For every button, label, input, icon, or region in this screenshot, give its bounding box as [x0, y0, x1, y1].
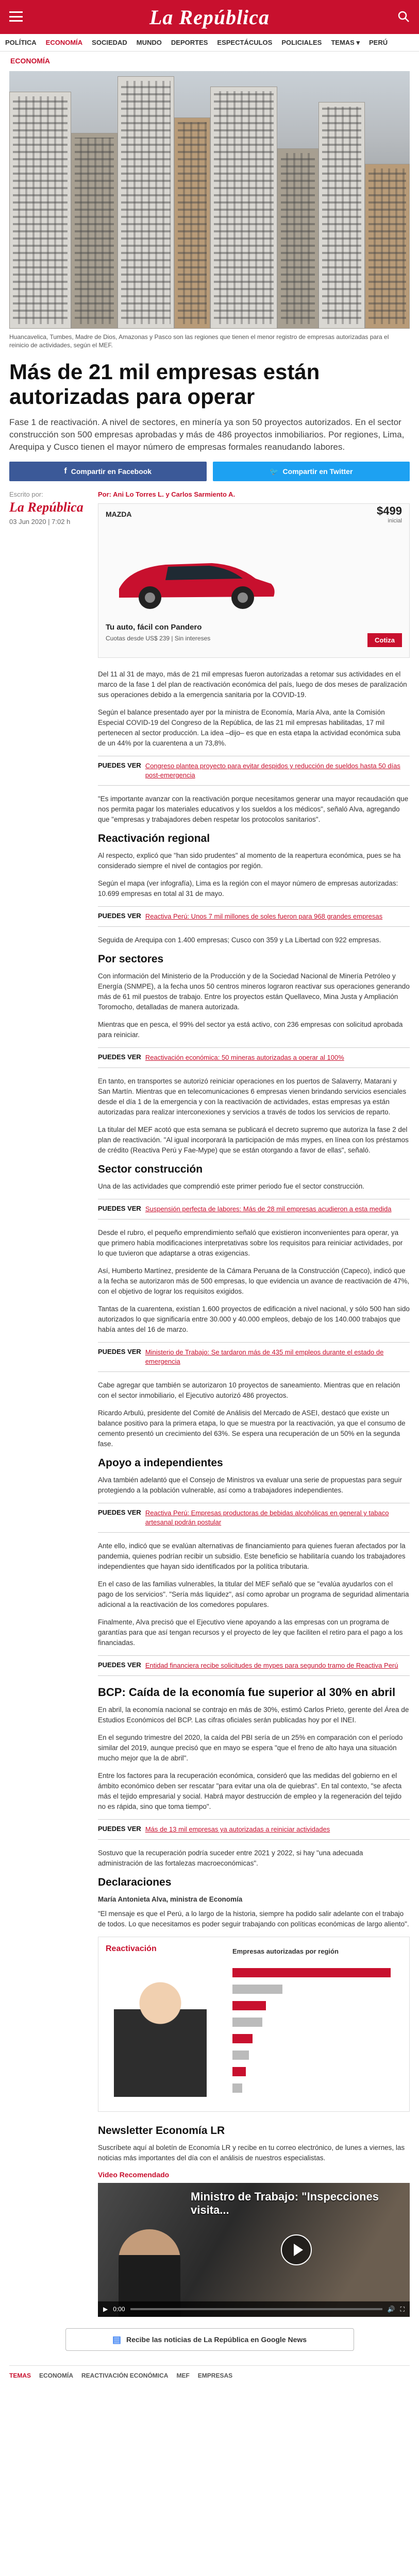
infographic[interactable]: [98, 1937, 410, 2112]
nav-item-sociedad[interactable]: SOCIEDAD: [92, 39, 127, 46]
nav-item-economia[interactable]: ECONOMÍA: [45, 39, 83, 46]
nav-item-espectaculos[interactable]: ESPECTÁCULOS: [217, 39, 273, 46]
related-link[interactable]: PUEDES VER Reactiva Perú: Empresas productoras de bebidas alcohólicas en general y tabaco artesanal podrán postular: [98, 1503, 410, 1533]
paragraph: En tanto, en transportes se autorizó reiniciar operaciones en los puertos de Salaverry, Matarani y San Martín. Mientras que en telecomunicaciones 6 empresas vienen brindando servicios esenciales desde el día 1 de la emergencia y con la reactivación de actividades, estas empresas ya están autorizadas para realizar interconexiones y servicios a través de todos los servicios de reparto.: [98, 1077, 407, 1116]
related-link[interactable]: PUEDES VER Ministerio de Trabajo: Se tardaron más de 435 mil empleos durante el estado de emergencia: [98, 1342, 410, 1372]
paragraph: Tantas de la cuarentena, existían 1.600 proyectos de edificación a nivel nacional, y sólo 500 han sido autorizados lo que significaría entre 30.000 y 40.000 empleos, debajo de los 140.000 trabajos que había antes del 16 de marzo.: [98, 1305, 410, 1333]
tags-heading: TEMAS: [9, 2372, 31, 2379]
hero-image: [9, 71, 410, 329]
related-link[interactable]: PUEDES VER Entidad financiera recibe solicitudes de mypes para segundo tramo de Reactiva Perú: [98, 1655, 410, 1676]
subheading: Por sectores: [98, 953, 164, 965]
article-meta: [9, 490, 410, 2317]
ad-brand: MAZDA: [106, 510, 132, 518]
fullscreen-icon[interactable]: ⛶: [400, 2305, 405, 2313]
subheading: BCP: Caída de la economía fue superior al 30% en abril: [98, 1686, 396, 1699]
paragraph: Con información del Ministerio de la Producción y de la Sociedad Nacional de Minería Petróleo y Energía (SNMPE), a la fecha unos 50 centros mineros lograron reactivar sus operaciones generando más de 61 mil puestos de trabajo. Entre los proyectos están Quellaveco, Mina Justa y Ampliación Toromocho, detalladas de manera autorizada.: [98, 972, 410, 1011]
paragraph: Una de las actividades que comprendió este primer periodo fue el sector construcción.: [98, 1182, 365, 1190]
byline-source[interactable]: La República: [9, 500, 83, 515]
paragraph: "Es importante avanzar con la reactivación porque necesitamos generar una mayor recaudación que nos permita pagar los materiales educativos y los sueldos a los médicos", señaló Alva, agregando que "empresas y trabajadores deben respetar los protocolos sanitarios".: [98, 795, 409, 823]
volume-icon[interactable]: 🔊: [387, 2306, 395, 2313]
infographic-title: Reactivación: [106, 1944, 157, 1953]
related-link[interactable]: PUEDES VER Suspensión perfecta de labores: Más de 28 mil empresas acudieron a esta medida: [98, 1199, 410, 1219]
nav-item-peru[interactable]: PERÚ: [368, 39, 388, 46]
twitter-icon: 🐦: [270, 467, 279, 476]
quote-author: María Antonieta Alva, ministra de Economía: [98, 1895, 243, 1903]
paragraph: La titular del MEF acotó que esta semana se publicará el decreto supremo que autoriza la fase 2 del plan de reactivación. "Al igual incorporará la participación de más mypes, en línea con los préstamos de crédito (Reactiva Perú y Fae-Mype) que se están otorgando a favor de ellas", señaló.: [98, 1126, 409, 1154]
google-news-icon: ▤: [112, 2334, 121, 2345]
ad-tagline: Tu auto, fácil con Pandero: [106, 623, 202, 632]
search-icon[interactable]: [397, 10, 410, 23]
paragraph: Ante ello, indicó que se evalúan alternativas de financiamiento para quienes fueran afectados por la pandemia, quienes podrían recibir un subsidio. Este beneficio se habilitaría cuando los trabajadores independientes que hayan sido identificados por la política tributaria.: [98, 1542, 406, 1570]
share-twitter-button[interactable]: 🐦 Compartir en Twitter: [213, 462, 410, 481]
ad-cta-button[interactable]: Cotiza: [367, 633, 402, 647]
subheading: Reactivación regional: [98, 833, 210, 844]
section-label[interactable]: ECONOMÍA: [10, 57, 50, 65]
subheading: Apoyo a independientes: [98, 1457, 223, 1469]
play-small-icon[interactable]: ▶: [103, 2306, 108, 2313]
tags-bar: [9, 2365, 410, 2379]
paragraph: Del 11 al 31 de mayo, más de 21 mil empresas fueron autorizadas a retomar sus actividades en el marco de la fase 1 del plan de reactivación económica del país, luego de dos meses de paralización sus operaciones debido a la emergencia sanitaria por la COVID-19.: [98, 670, 407, 699]
paragraph: Mientras que en pesca, el 99% del sector ya está activo, con 236 empresas con solicitud aprobada para reiniciar.: [98, 1021, 403, 1039]
subheading: Declaraciones: [98, 1876, 172, 1888]
paragraph: Finalmente, Alva precisó que el Ejecutivo viene apoyando a las empresas con un programa de garantías para que así tengan recursos y el proyecto de ley que faciliten el retiro para el pago a los financiadas.: [98, 1618, 403, 1647]
newsletter-text[interactable]: Suscríbete aquí al boletín de Economía LR y recibe en tu correo electrónico, de lunes a viernes, las noticias más importantes del día con el análisis de nuestros especialistas.: [98, 2144, 405, 2162]
article-summary: Fase 1 de reactivación. A nivel de sectores, en minería ya son 50 proyectos autorizados. En el sector construcción son 500 empresas aprobadas y más de 486 proyectos inmobiliarios. Por regiones, Lima, Arequipa y Cusco tienen el mayor número de empresas formales reanudando labores.: [9, 417, 405, 452]
share-bar: [9, 462, 410, 481]
paragraph: Cabe agregar que también se autorizaron 10 proyectos de saneamiento. Mientras que en relación con el sector inmobiliario, el Ejecutivo autorizó 486 proyectos.: [98, 1381, 400, 1399]
paragraph: Sostuvo que la recuperación podría suceder entre 2021 y 2022, si hay "una adecuada administración de las fortalezas macroeconómicas".: [98, 1849, 363, 1867]
newsletter-block: [98, 2124, 410, 2163]
publish-date: 03 Jun 2020 | 7:02 h: [9, 518, 71, 526]
ad-price: $499: [377, 504, 402, 517]
menu-icon[interactable]: [9, 11, 23, 22]
paragraph: Según el balance presentado ayer por la ministra de Economía, María Alva, ante la Comisión Especial COVID-19 del Congreso de la República, de las 21 mil empresas habilitadas, 17 mil pertenecen al sector producción. La idea –dijo– es que en esta etapa la actividad económica suba de un 44% por la cuarentena a un 73,8%.: [98, 708, 400, 747]
video-title: Ministro de Trabajo: "Inspecciones visita...: [191, 2190, 379, 2216]
related-link[interactable]: PUEDES VER Más de 13 mil empresas ya autorizadas a reiniciar actividades: [98, 1819, 410, 1840]
video-time: 0:00: [113, 2306, 125, 2313]
video-progress[interactable]: [130, 2308, 382, 2310]
site-logo[interactable]: La República: [149, 5, 270, 29]
related-link[interactable]: PUEDES VER Reactivación económica: 50 mineras autorizadas a operar al 100%: [98, 1047, 410, 1068]
share-facebook-button[interactable]: f Compartir en Facebook: [9, 462, 207, 481]
paragraph: En abril, la economía nacional se contrajo en más de 30%, estimó Carlos Prieto, gerente del Área de Estudios Económicos del BCP. Las cifras oficiales serán publicadas hoy por el INEI.: [98, 1706, 409, 1724]
nav-item-politica[interactable]: POLÍTICA: [5, 39, 37, 46]
nav-item-deportes[interactable]: DEPORTES: [171, 39, 208, 46]
hero-caption: Huancavelica, Tumbes, Madre de Dios, Amazonas y Pasco son las regiones que tienen el menor registro de empresas autorizadas para el reinicio de actividades, según el MEF.: [9, 333, 389, 349]
paragraph: Según el mapa (ver infografía), Lima es la región con el mayor número de empresas autorizadas: 10.699 empresas en total al 31 de mayo.: [98, 879, 398, 897]
google-news-button[interactable]: ▤ Recibe las noticias de La República en Google News: [65, 2328, 354, 2351]
play-icon[interactable]: [281, 2234, 312, 2265]
main-nav: [0, 34, 419, 52]
infographic-subtitle: Empresas autorizadas por región: [232, 1947, 339, 1955]
tag-item[interactable]: MEF: [176, 2372, 190, 2379]
tag-item[interactable]: EMPRESAS: [197, 2372, 233, 2379]
advertisement[interactable]: MAZDA $499 inicial Tu auto, fácil con Pandero Cuotas desde US$ 239 | Sin intereses Cotiza: [98, 503, 410, 658]
nav-item-policiales[interactable]: POLICIALES: [281, 39, 322, 46]
tag-item[interactable]: REACTIVACIÓN ECONÓMICA: [81, 2372, 169, 2379]
car-image: [109, 540, 279, 612]
paragraph: Seguida de Arequipa con 1.400 empresas; Cusco con 359 y La Libertad con 922 empresas.: [98, 936, 381, 944]
site-header: [0, 0, 419, 34]
byline-label: Escrito por:: [9, 490, 43, 498]
nav-item-temas[interactable]: TEMAS ▾: [331, 38, 360, 46]
video-controls: [98, 2301, 410, 2317]
paragraph: En el caso de las familias vulnerables, la titular del MEF señaló que se "evalúa ayudarlos con el pago de los servicios". "Sería más liquidez", así como aprobar un programa de seguridad alimentaria adicional a la reactivación de los comedores populares.: [98, 1580, 409, 1608]
related-link[interactable]: PUEDES VER Congreso plantea proyecto para evitar despidos y reducción de sueldos hasta 50 días post-emergencia: [98, 756, 410, 786]
subheading: Sector construcción: [98, 1163, 203, 1175]
article-body: [98, 669, 410, 2112]
nav-item-mundo[interactable]: MUNDO: [136, 39, 162, 46]
paragraph: Desde el rubro, el pequeño emprendimiento señaló que existieron inconvenientes para operar, ya que primero había modificaciones interpretativas sobre los requisitos para reiniciar actividades, por lo que tuvieron que adaptarse a otras exigencias.: [98, 1229, 403, 1257]
video-label: Video Recomendado: [98, 2171, 170, 2179]
facebook-icon: f: [64, 467, 67, 476]
article-title: Más de 21 mil empresas están autorizadas para operar: [9, 360, 320, 409]
paragraph: Así, Humberto Martínez, presidente de la Cámara Peruana de la Construcción (Capeco), indicó que a la fecha se autorizaron más de 500 empresas, lo que evidencia un avance de reactivación de 47%, con el objetivo de lograr los requisitos exigidos.: [98, 1267, 410, 1295]
ad-subtext: Cuotas desde US$ 239 | Sin intereses: [106, 635, 211, 642]
article-author[interactable]: Por: Ani Lo Torres L. y Carlos Sarmiento A.: [98, 490, 236, 498]
video-player[interactable]: [98, 2183, 410, 2317]
minister-photo: [114, 1963, 207, 2097]
paragraph: En el segundo trimestre del 2020, la caída del PBI sería de un 25% en comparación con el período similar del 2019, aunque precisó que en mayo se espera "que el freno de alto haya una situación mucho mejor que la de abril".: [98, 1734, 403, 1762]
paragraph: Entre los factores para la recuperación económica, consideró que las medidas del gobierno en el ámbito económico deben ser rescatar "para evitar una ola de quiebras". En tal contexto, "se afecta más el tejido empresarial y social. Habrá mayor destrucción de empleo y la regeneración del tejido no es rápida, sino que toma tiempo".: [98, 1772, 402, 1810]
related-link[interactable]: PUEDES VER Reactiva Perú: Unos 7 mil millones de soles fueron para 968 grandes empresas: [98, 906, 410, 927]
paragraph: Ricardo Arbulú, presidente del Comité de Análisis del Mercado de ASEI, destacó que existe un balance positivo para la primera etapa, lo que se muestra por la reactivación, ya que el consumo de cemento presentó un crecimiento del 63%. Se espera una recuperación de un 50% en la segunda fase.: [98, 1409, 406, 1448]
tag-item[interactable]: ECONOMÍA: [39, 2372, 73, 2379]
newsletter-title: Newsletter Economía LR: [98, 2125, 225, 2137]
paragraph: Alva también adelantó que el Consejo de Ministros va evaluar una serie de propuestas para seguir protegiendo a la población vulnerable, así como a trabajadores independientes.: [98, 1476, 402, 1494]
paragraph: Al respecto, explicó que "han sido prudentes" al momento de la reapertura económica, pues se ha considerado siempre el nivel de contagios por región.: [98, 852, 401, 870]
paragraph: "El mensaje es que el Perú, a lo largo de la historia, siempre ha podido salir adelante con el trabajo de todos. Lo que necesitamos es poder seguir trabajando con políticas económicas de largo aliento".: [98, 1910, 409, 1928]
